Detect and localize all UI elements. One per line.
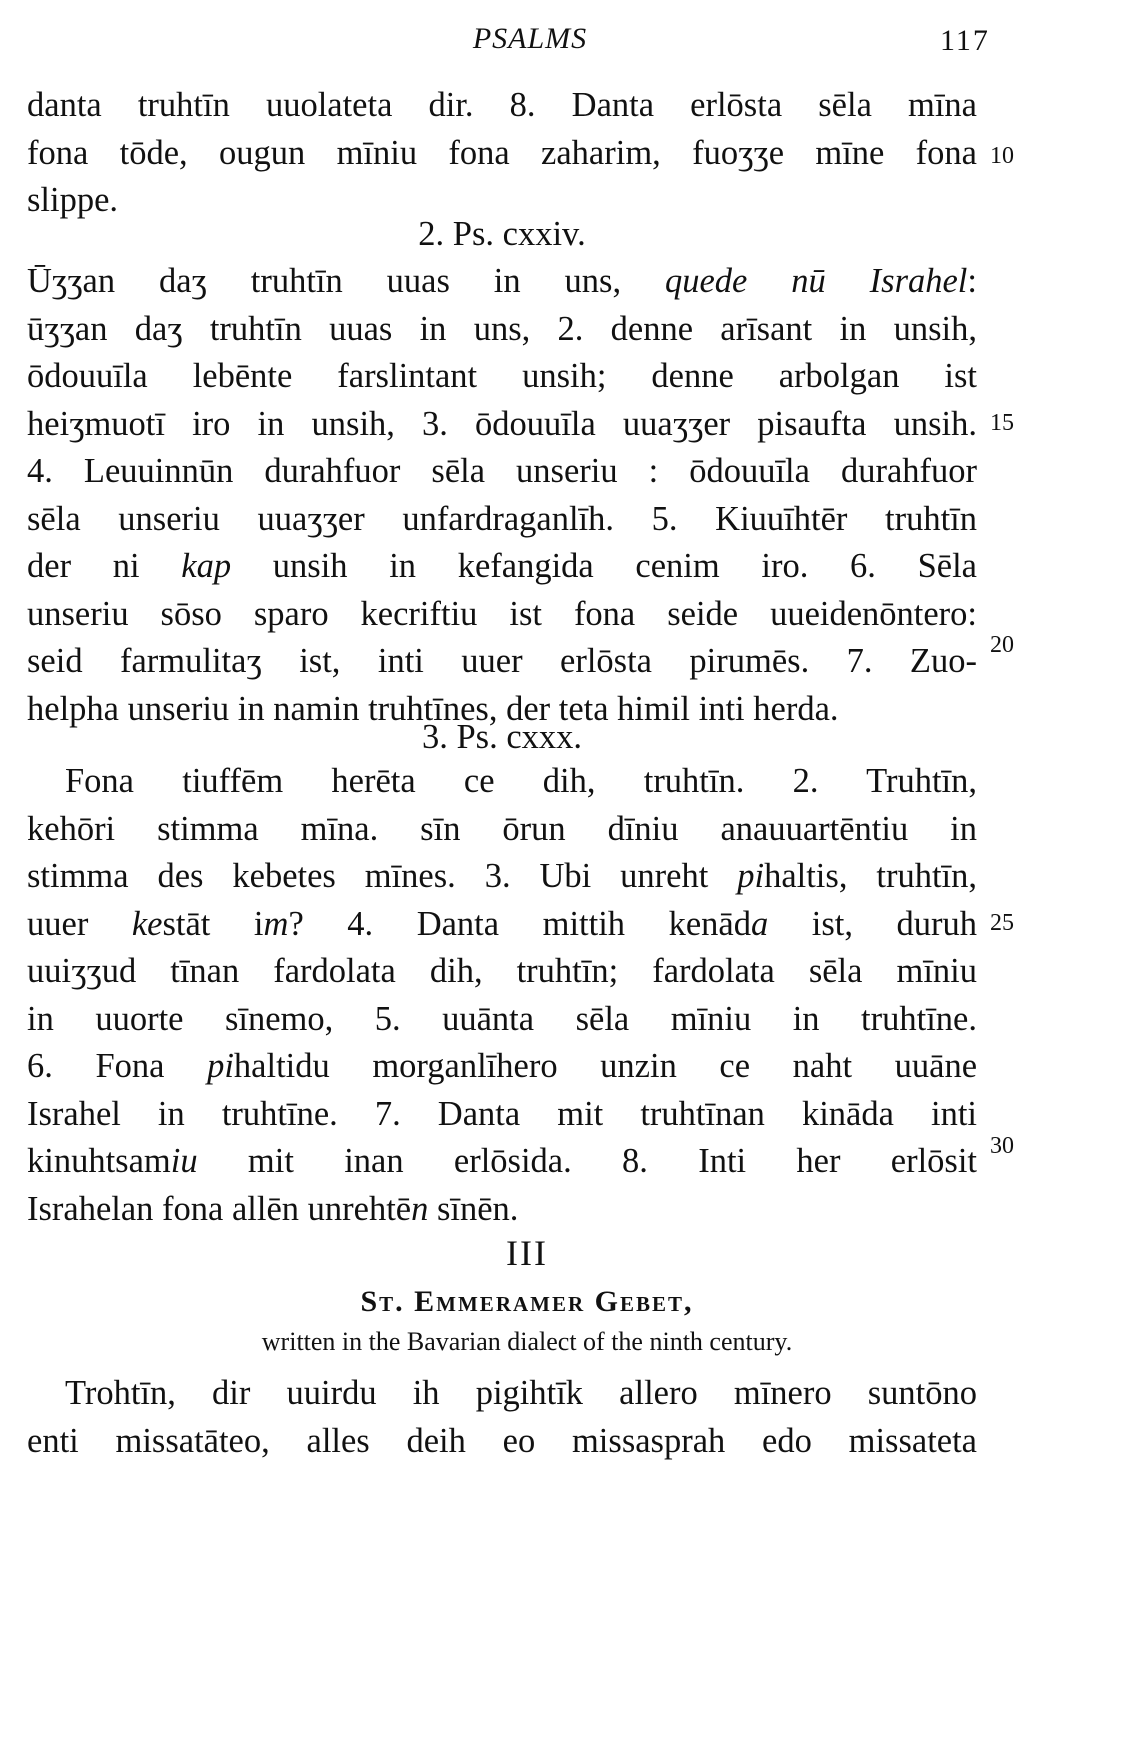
text-line: stimma des kebetes mīnes. 3. Ubi unreht pihaltis, truhtīn, xyxy=(27,857,977,895)
line-number: 30 xyxy=(990,1133,1014,1159)
text-line: heiʒmuotī iro in unsih, 3. ōdouuīla uuaʒʒer pisaufta unsih. xyxy=(27,404,977,443)
text-line: Trohtīn, dir uuirdu ih pigihtīk allero mīnero suntōno xyxy=(65,1374,977,1412)
top-paragraph xyxy=(27,82,977,225)
psalm-3-heading: 3. Ps. cxxx. xyxy=(421,718,583,756)
text-line: 6. Fona pihaltidu morganlīhero unzin ce naht uuāne xyxy=(27,1047,978,1085)
text-line: unseriu sōso sparo kecriftiu ist fona seide uueidenōntero: xyxy=(27,594,977,633)
text-line: sēla unseriu uuaʒʒer unfardraganlīh. 5. Kiuuīhtēr truhtīn xyxy=(27,499,977,538)
text-line: uuiʒʒud tīnan fardolata dih, truhtīn; fardolata sēla mīniu xyxy=(27,952,977,990)
text-line: Fona tiuffēm herēta ce dih, truhtīn. 2. Truhtīn, xyxy=(65,762,977,800)
text-line: fona tōde, ougun mīniu fona zaharim, fuoʒʒe mīne fona xyxy=(27,133,977,172)
section-title: St. Emmeramer Gebet, xyxy=(360,1285,694,1318)
text-line: helpha unseriu in namin truhtīnes, der teta himil inti herda. xyxy=(27,689,839,728)
psalm-2-text xyxy=(27,258,977,733)
line-number: 25 xyxy=(990,910,1014,936)
text-line: der ni kap unsih in kefangida cenim iro. 6. Sēla xyxy=(27,547,977,585)
line-number: 10 xyxy=(990,143,1014,169)
text-line: enti missatāteo, alles deih eo missasprah edo missateta xyxy=(27,1421,977,1460)
text-line: kehōri stimma mīna. sīn ōrun dīniu anauuartēntiu in xyxy=(27,809,977,848)
text-line: uuer kestāt im? 4. Danta mittih kenāda ist, duruh xyxy=(27,904,977,943)
page-number: 117 xyxy=(940,24,990,57)
text-line: 4. Leuuinnūn durahfuor sēla unseriu : ōdouuīla durahfuor xyxy=(27,452,977,490)
section-subtitle: written in the Bavarian dialect of the ninth century. xyxy=(261,1327,793,1356)
text-line: ōdouuīla lebēnte farslintant unsih; denne arbolgan ist xyxy=(27,357,977,395)
text-line: seid farmulitaʒ ist, inti uuer erlōsta pirumēs. 7. Zuo- xyxy=(27,642,977,680)
text-line: Israhelan fona allēn unrehtēn sīnēn. xyxy=(27,1189,519,1228)
text-line: Ūʒʒan daʒ truhtīn uuas in uns, quede nū Israhel: xyxy=(27,262,977,300)
text-line: danta truhtīn uuolateta dir. 8. Danta erlōsta sēla mīna xyxy=(27,86,977,124)
text-line: slippe. xyxy=(27,181,119,219)
text-line: Israhel in truhtīne. 7. Danta mit truhtīnan kināda inti xyxy=(27,1094,977,1133)
text-line: ūʒʒan daʒ truhtīn uuas in uns, 2. denne arīsant in unsih, xyxy=(27,309,977,348)
psalm-2-heading: 2. Ps. cxxiv. xyxy=(418,215,586,253)
text-line: kinuhtsamiu mit inan erlōsida. 8. Inti her erlōsit xyxy=(27,1142,977,1180)
psalm-3-text xyxy=(27,758,977,1233)
running-title: PSALMS xyxy=(472,22,588,55)
section-3-text xyxy=(27,1370,977,1465)
text-line: in uuorte sīnemo, 5. uuānta sēla mīniu in truhtīne. xyxy=(27,999,977,1038)
section-number: III xyxy=(506,1233,548,1273)
line-number: 20 xyxy=(990,632,1014,658)
line-number: 15 xyxy=(990,410,1014,436)
